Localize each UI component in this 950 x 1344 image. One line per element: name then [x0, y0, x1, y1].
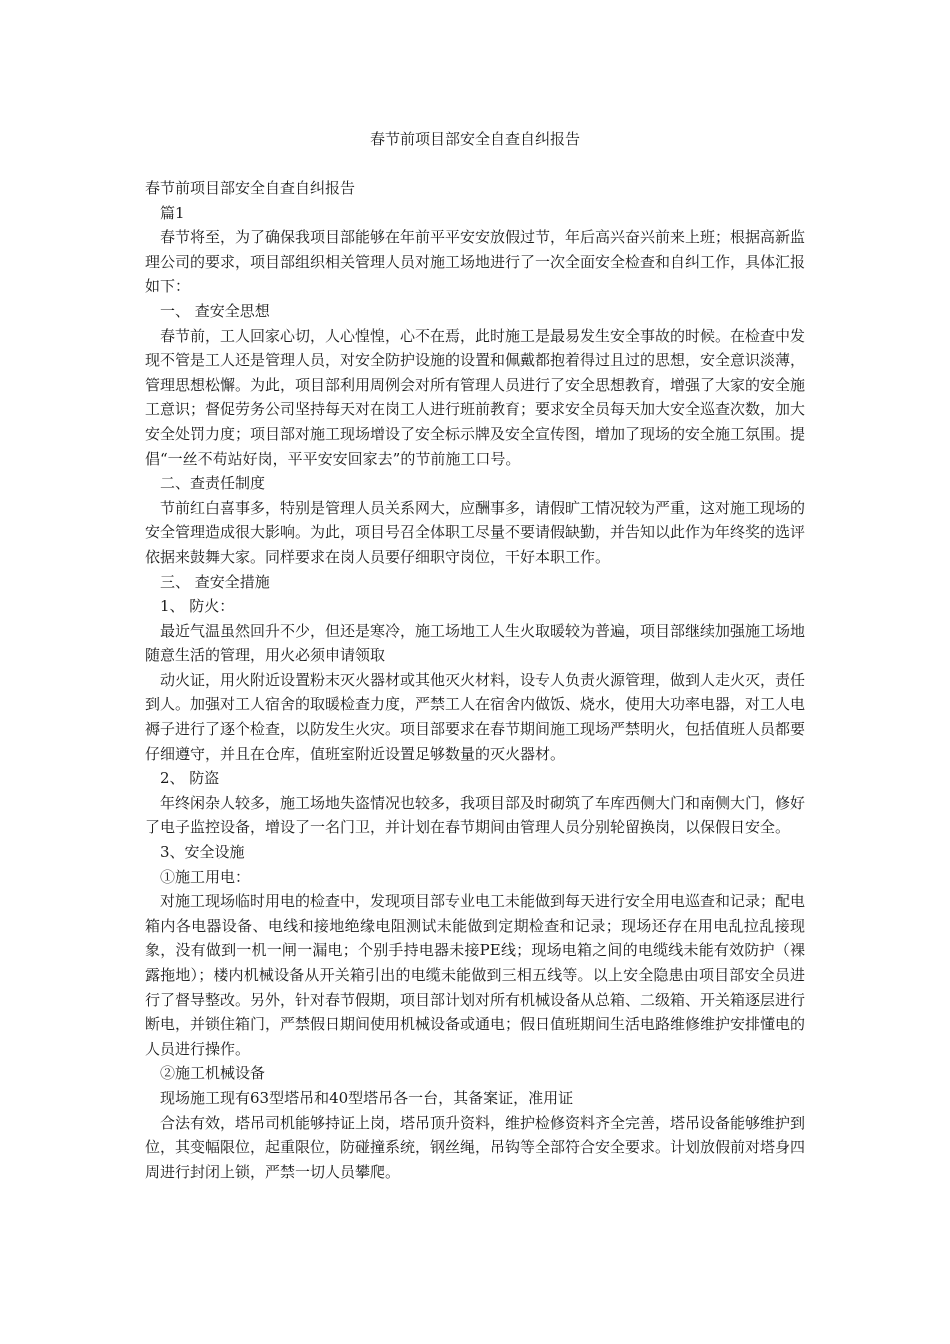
document-title: 春节前项目部安全自查自纠报告	[369, 130, 580, 148]
paragraph: 2、 防盗	[160, 769, 220, 788]
paragraph: 春节前项目部安全自查自纠报告	[145, 179, 356, 197]
document-body	[145, 176, 805, 1184]
paragraph: 对施工现场临时用电的检查中，发现项目部专业电工未能做到每天进行安全用电巡查和记录；配电箱内各电器设备、电线和接地绝缘电阻测试未能做到定期检查和记录；现场还存在用电乱拉乱接现象，没有做到一机一闸一漏电；个别手持电器未接PE线；现场电箱之间的电缆线未能有效防护（裸露拖地）；楼内机械设备从开关箱引出的电缆未能做到三相五线等。以上安全隐患由项目部安全员进行了督导整改。另外，针对春节假期，项目部计划对所有机械设备从总箱、二级箱、开关箱逐层进行断电，并锁住箱门，严禁假日期间使用机械设备或通电；假日值班期间生活电路维修维护安排懂电的人员进行操作。	[145, 892, 806, 1058]
paragraph: 三、 查安全措施	[160, 572, 270, 591]
paragraph: 二、查责任制度	[160, 474, 266, 493]
paragraph: 一、 查安全思想	[160, 301, 270, 320]
paragraph: 节前红白喜事多，特别是管理人员关系网大，应酬事多，请假旷工情况较为严重，这对施工现场的安全管理造成很大影响。为此，项目号召全体职工尽量不要请假缺勤，并告知以此作为年终奖的选评依据来鼓舞大家。同样要求在岗人员要仔细职守岗位，干好本职工作。	[145, 498, 806, 566]
paragraph: 3、安全设施	[160, 843, 245, 862]
paragraph: 篇1	[160, 203, 185, 222]
paragraph: 春节将至，为了确保我项目部能够在年前平平安安放假过节，年后高兴奋兴前来上班；根据高新监理公司的要求，项目部组织相关管理人员对施工场地进行了一次全面安全检查和自纠工作，具体汇报如下：	[145, 228, 806, 296]
paragraph: 动火证，用火附近设置粉末灭火器材或其他灭火材料，设专人负责火源管理，做到人走火灭，责任到人。加强对工人宿舍的取暖检查力度，严禁工人在宿舍内做饭、烧水，使用大功率电器，对工人电褥子进行了逐个检查，以防发生火灾。项目部要求在春节期间施工现场严禁明火，包括值班人员都要仔细遵守，并且在仓库，值班室附近设置足够数量的灭火器材。	[145, 670, 806, 763]
paragraph: 最近气温虽然回升不少，但还是寒冷，施工场地工人生火取暖较为普遍，项目部继续加强施工场地随意生活的管理，用火必须申请领取	[145, 621, 806, 665]
paragraph: ①施工用电：	[160, 867, 251, 886]
paragraph: 1、 防火：	[160, 597, 235, 616]
paragraph: 现场施工现有63型塔吊和40型塔吊各一台，其备案证，准用证	[160, 1088, 574, 1107]
paragraph: 年终闲杂人较多，施工场地失盗情况也较多，我项目部及时砌筑了车库西侧大门和南侧大门，修好了电子监控设备，增设了一名门卫，并计划在春节期间由管理人员分别轮留换岗，以保假日安全。	[145, 793, 806, 837]
paragraph: 合法有效，塔吊司机能够持证上岗，塔吊顶升资料，维护检修资料齐全完善，塔吊设备能够维护到位，其变幅限位，起重限位，防碰撞系统，钢丝绳，吊钩等全部符合安全要求。计划放假前对塔身四周进行封闭上锁，严禁一切人员攀爬。	[145, 1113, 806, 1181]
paragraph: ②施工机械设备	[160, 1064, 266, 1083]
paragraph: 春节前，工人回家心切，人心惶惶，心不在焉，此时施工是最易发生安全事故的时候。在检查中发现不管是工人还是管理人员，对安全防护设施的设置和佩戴都抱着得过且过的思想，安全意识淡薄，管理思想松懈。为此，项目部利用周例会对所有管理人员进行了安全思想教育，增强了大家的安全施工意识；督促劳务公司坚持每天对在岗工人进行班前教育；要求安全员每天加大安全巡查次数，加大安全处罚力度；项目部对施工现场增设了安全标示牌及安全宣传图，增加了现场的安全施工氛围。提倡“一丝不苟站好岗，平平安安回家去”的节前施工口号。	[145, 326, 806, 468]
